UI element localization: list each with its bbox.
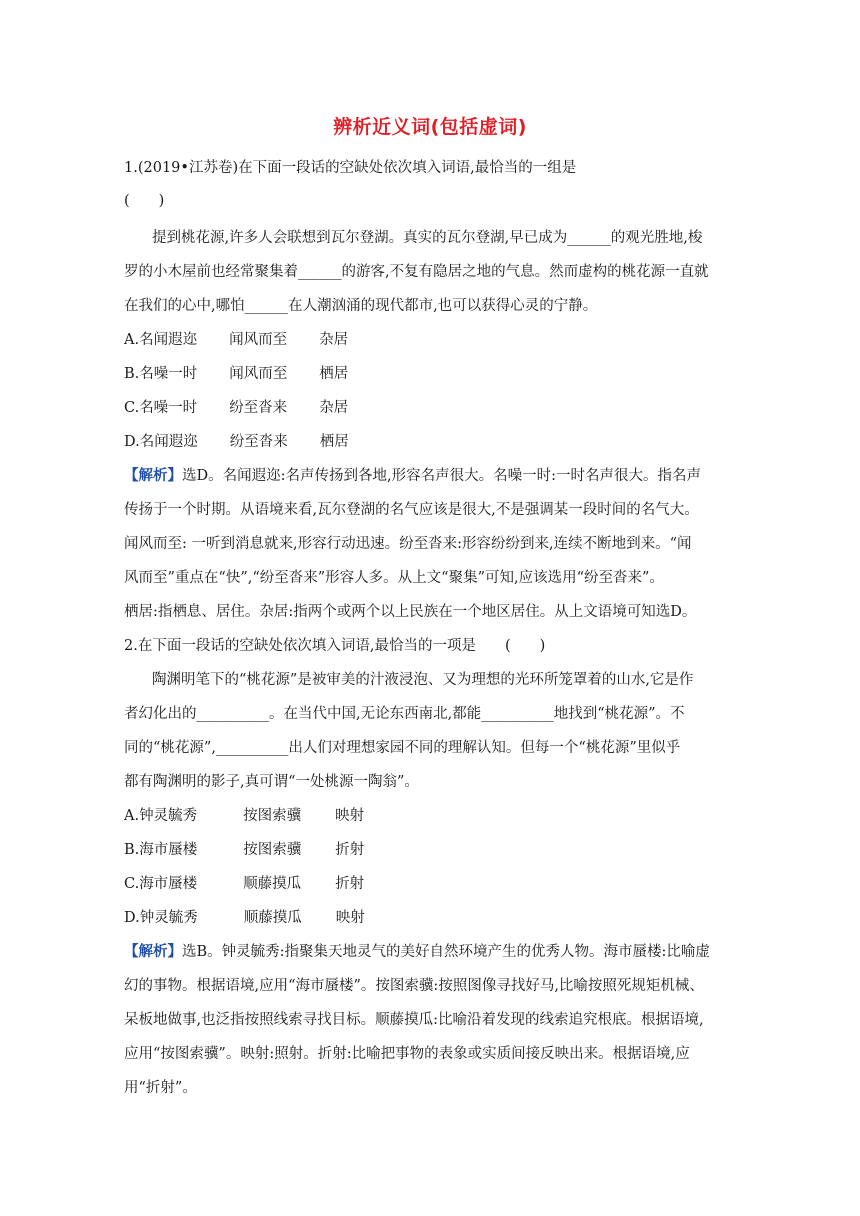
question-1-option-d [124, 432, 740, 452]
option-word: 名闻遐迩 [139, 332, 198, 348]
option-letter: D. [124, 910, 140, 926]
option-word: 杂居 [319, 400, 349, 416]
question-1-answer-paren: ( ) [124, 193, 165, 209]
option-letter: C. [124, 400, 140, 416]
option-word: 映射 [335, 910, 365, 926]
option-word: 顺藤摸瓜 [243, 910, 302, 926]
question-2-analysis-line: 幻的事物。根据语境,应用“海市蜃楼”。按图索骥:按照图像寻找好马,比喻按照死规矩机械、 [124, 978, 704, 994]
option-word: 纷至沓来 [229, 434, 288, 450]
question-2-option-c [124, 874, 740, 894]
question-2-option-a [124, 806, 740, 826]
option-word: 折射 [335, 876, 365, 892]
option-word: 闻风而至 [229, 366, 288, 382]
option-word: 映射 [335, 808, 365, 824]
question-2-passage-line: 同的“桃花源”,__________出人们对理想家园不同的理解认知。但每一个“桃花源”里似乎 [124, 740, 681, 756]
page-title: 辨析近义词(包括虚词) [333, 116, 527, 138]
option-letter: D. [124, 434, 140, 450]
option-letter: A. [124, 332, 140, 348]
question-1-passage-line: 提到桃花源,许多人会联想到瓦尔登湖。真实的瓦尔登湖,早已成为______的观光胜地,梭 [152, 230, 703, 246]
question-2-analysis-line: 应用“按图索骥”。映射:照射。折射:比喻把事物的表象或实质间接反映出来。根据语境,应 [124, 1046, 690, 1062]
question-2-option-d [124, 908, 740, 928]
analysis-tag: 【解析】 [124, 467, 182, 484]
option-word: 海市蜃楼 [139, 842, 198, 858]
option-letter: B. [124, 366, 140, 382]
question-1-stem: 1.(2019•江苏卷)在下面一段话的空缺处依次填入词语,最恰当的一组是 [124, 160, 577, 176]
option-letter: C. [124, 876, 140, 892]
question-2-analysis-line: 呆板地做事,也泛指按照线索寻找目标。顺藤摸瓜:比喻沿着发现的线索追究根底。根据语境, [124, 1012, 704, 1028]
question-2-option-b [124, 840, 740, 860]
option-word: 钟灵毓秀 [139, 910, 198, 926]
question-1-passage-line: 罗的小木屋前也经常聚集着______的游客,不复有隐居之地的气息。然而虚构的桃花源一直就 [124, 264, 709, 280]
option-word: 钟灵毓秀 [139, 808, 198, 824]
option-letter: A. [124, 808, 140, 824]
question-1-analysis-line: 栖居:指栖息、居住。杂居:指两个或两个以上民族在一个地区居住。从上文语境可知选D。 [124, 604, 697, 620]
question-1-option-c [124, 398, 740, 418]
question-1-analysis-line: 传扬于一个时期。从语境来看,瓦尔登湖的名气应该是很大,不是强调某一段时间的名气大。 [124, 502, 699, 518]
option-word: 栖居 [319, 434, 349, 450]
option-letter: B. [124, 842, 140, 858]
question-2-analysis-line [124, 942, 740, 962]
question-2-passage-line: 都有陶渊明的影子,真可谓“一处桃源一陶翁”。 [124, 774, 419, 790]
question-2-stem: 2.在下面一段话的空缺处依次填入词语,最恰当的一项是 ( ) [124, 638, 546, 654]
option-word: 顺藤摸瓜 [243, 876, 302, 892]
option-word: 海市蜃楼 [139, 876, 198, 892]
option-word: 闻风而至 [229, 332, 288, 348]
option-word: 名闻遐迩 [139, 434, 198, 450]
question-1-option-b [124, 364, 740, 384]
option-word: 按图索骥 [243, 842, 302, 858]
question-2-passage-line: 陶渊明笔下的“桃花源”是被审美的汁液浸泡、又为理想的光环所笼罩着的山水,它是作 [152, 672, 694, 688]
question-2-passage-line: 者幻化出的__________。在当代中国,无论东西南北,都能__________地找到“桃花源”。不 [124, 706, 685, 722]
question-1-analysis-line: 闻风而至: 一听到消息就来,形容行动迅速。纷至沓来:形容纷纷到来,连续不断地到来。“闻 [124, 536, 692, 552]
option-word: 按图索骥 [243, 808, 302, 824]
option-word: 杂居 [319, 332, 349, 348]
question-1-option-a [124, 330, 740, 350]
analysis-text: 选D。名闻遐迩:名声传扬到各地,形容名声很大。名噪一时:一时名声很大。指名声 [182, 468, 702, 484]
question-2-analysis-line: 用“折射”。 [124, 1080, 197, 1096]
option-word: 纷至沓来 [229, 400, 288, 416]
question-1-analysis-line [124, 466, 740, 486]
option-word: 名噪一时 [139, 400, 198, 416]
question-1-analysis-line: 风而至”重点在“快”,“纷至沓来”形容人多。从上文“聚集”可知,应该选用“纷至沓来”。 [124, 570, 664, 586]
question-1-passage-line: 在我们的心中,哪怕______在人潮汹涌的现代都市,也可以获得心灵的宁静。 [124, 298, 598, 314]
analysis-tag: 【解析】 [124, 943, 182, 960]
option-word: 折射 [335, 842, 365, 858]
option-word: 名噪一时 [139, 366, 198, 382]
option-word: 栖居 [319, 366, 349, 382]
analysis-text: 选B。钟灵毓秀:指聚集天地灵气的美好自然环境产生的优秀人物。海市蜃楼:比喻虚 [182, 944, 710, 960]
